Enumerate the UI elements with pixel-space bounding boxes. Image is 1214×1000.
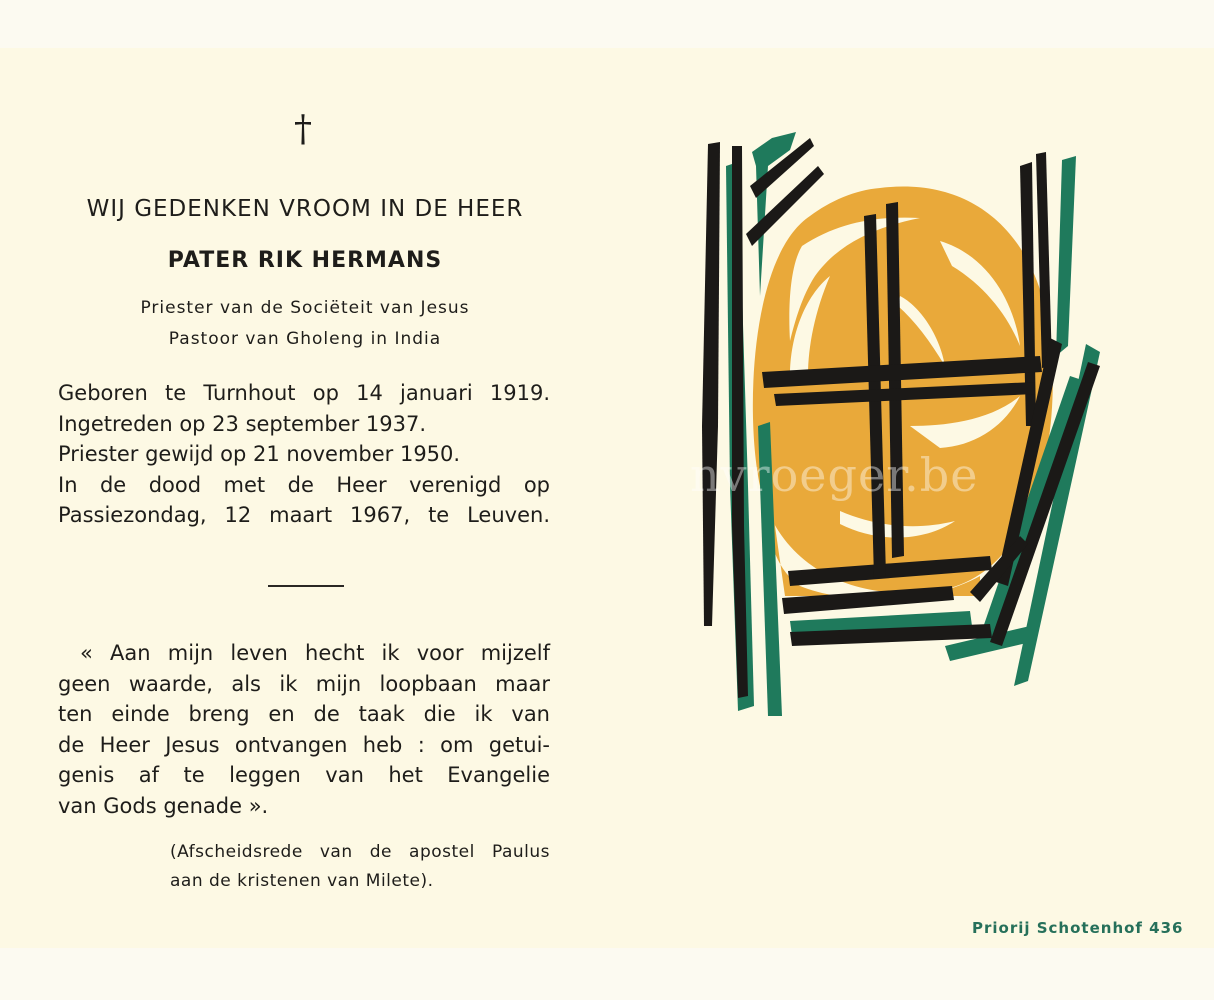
printer-imprint: Priorij Schotenhof 436 (972, 919, 1184, 937)
source-line: aan de kristenen van Milete). (170, 871, 434, 891)
bio-line: In de dood met de Heer verenigd op (58, 472, 550, 497)
subtitle-line: Priester van de Sociëteit van Jesus (140, 298, 470, 318)
quote-line: de Heer Jesus ontvangen heb : om getui- (58, 732, 550, 757)
subtitle-line: Pastoor van Gholeng in India (168, 329, 442, 349)
bio-line: Geboren te Turnhout op 14 januari 1919. (58, 381, 550, 405)
watermark-text: nvroeger.be (690, 448, 979, 502)
bio-line: Passiezondag, 12 maart 1967, te Leuven. (58, 503, 550, 527)
quote-line: geen waarde, als ik mijn loopbaan maar (58, 671, 550, 696)
deceased-name: PATER RIK HERMANS (167, 248, 443, 273)
cross-window-illustration (690, 126, 1130, 716)
biography (58, 378, 550, 531)
source-line: (Afscheidsrede van de apostel Paulus (170, 842, 550, 862)
quote-line: genis af te leggen van het Evangelie (58, 763, 550, 787)
quote-source (170, 838, 550, 896)
scripture-quote (58, 638, 550, 821)
quote-line: van Gods genade ». (58, 793, 269, 818)
quote-line: ten einde breng en de taak die ik van (58, 702, 550, 726)
divider (268, 585, 344, 587)
page-title: WIJ GEDENKEN VROOM IN DE HEER (86, 196, 524, 222)
bio-line: Priester gewijd op 21 november 1950. (58, 442, 461, 466)
cross-icon: † (294, 109, 312, 150)
quote-line: « Aan mijn leven hecht ik voor mijzelf (80, 641, 550, 665)
bio-line: Ingetreden op 23 september 1937. (58, 411, 427, 436)
